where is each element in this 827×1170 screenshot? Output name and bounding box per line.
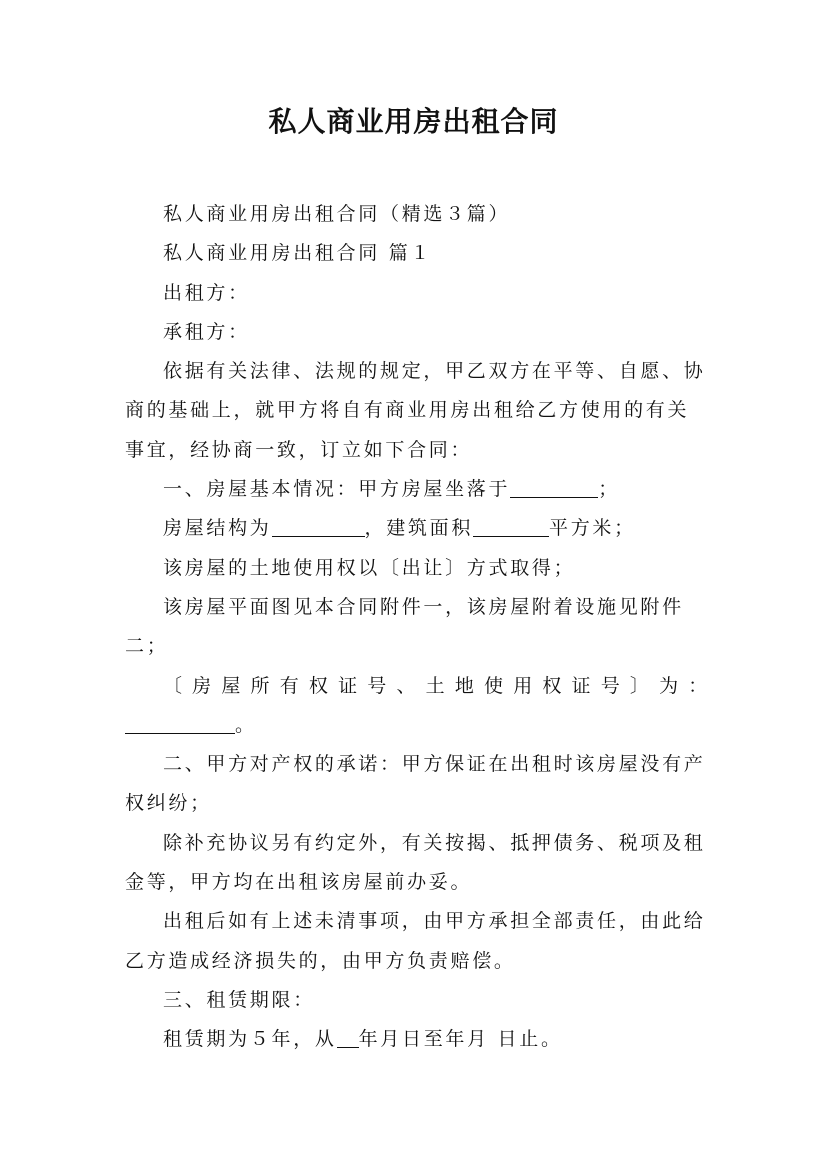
paragraph-lessor: 出租方： <box>163 281 250 304</box>
paragraph-land-use: 该房屋的土地使用权以〔出让〕方式取得； <box>163 556 576 579</box>
document-title: 私人商业用房出租合同 <box>268 105 559 138</box>
document-body <box>125 195 710 1060</box>
clause-1-text: 一、房屋基本情况：甲方房屋坐落于 <box>163 478 511 501</box>
paragraph-supplement: 除补充协议另有约定外，有关按揭、抵押债务、税项及租金等，甲方均在出租该房屋前办妥。 <box>125 831 706 894</box>
structure-blank <box>272 516 365 537</box>
paragraph-preamble: 依据有关法律、法规的规定，甲乙双方在平等、自愿、协商的基础上，就甲方将自有商业用房出租给乙方使用的有关事宜，经协商一致，订立如下合同： <box>125 360 706 461</box>
paragraph-subtitle: 私人商业用房出租合同（精选３篇） <box>163 203 511 225</box>
paragraph-clause-1 <box>125 470 710 509</box>
location-blank <box>510 477 598 498</box>
paragraph-certificate-blank <box>125 706 710 745</box>
paragraph-lease-term <box>125 1020 710 1059</box>
certificate-blank <box>125 713 235 734</box>
paragraph-certificate-numbers: 〔房屋所有权证号、土地使用权证号〕为： <box>163 674 710 697</box>
area-blank <box>473 516 549 537</box>
year-blank <box>337 1027 359 1048</box>
paragraph-structure <box>125 509 710 548</box>
area-label: ，建筑面积 <box>364 517 474 540</box>
clause-1-end: ； <box>598 478 620 501</box>
paragraph-liability: 出租后如有上述未清事项，由甲方承担全部责任，由此给乙方造成经济损失的，由甲方负责赔偿。 <box>125 910 706 972</box>
paragraph-section-heading: 私人商业用房出租合同 篇１ <box>163 242 433 265</box>
paragraph-attachments: 该房屋平面图见本合同附件一，该房屋附着设施见附件二； <box>125 595 684 658</box>
paragraph-clause-3: 三、租赁期限： <box>163 988 315 1011</box>
structure-label: 房屋结构为 <box>163 517 272 540</box>
paragraph-lessee: 承租方： <box>163 320 250 343</box>
lease-term-end: 年月日至年月 日止。 <box>358 1028 563 1051</box>
paragraph-clause-2: 二、甲方对产权的承诺：甲方保证在出租时该房屋没有产权纠纷； <box>125 753 706 815</box>
lease-term-text: 租赁期为５年，从 <box>163 1028 337 1051</box>
area-unit: 平方米； <box>549 517 636 540</box>
certificate-end: 。 <box>235 713 257 736</box>
